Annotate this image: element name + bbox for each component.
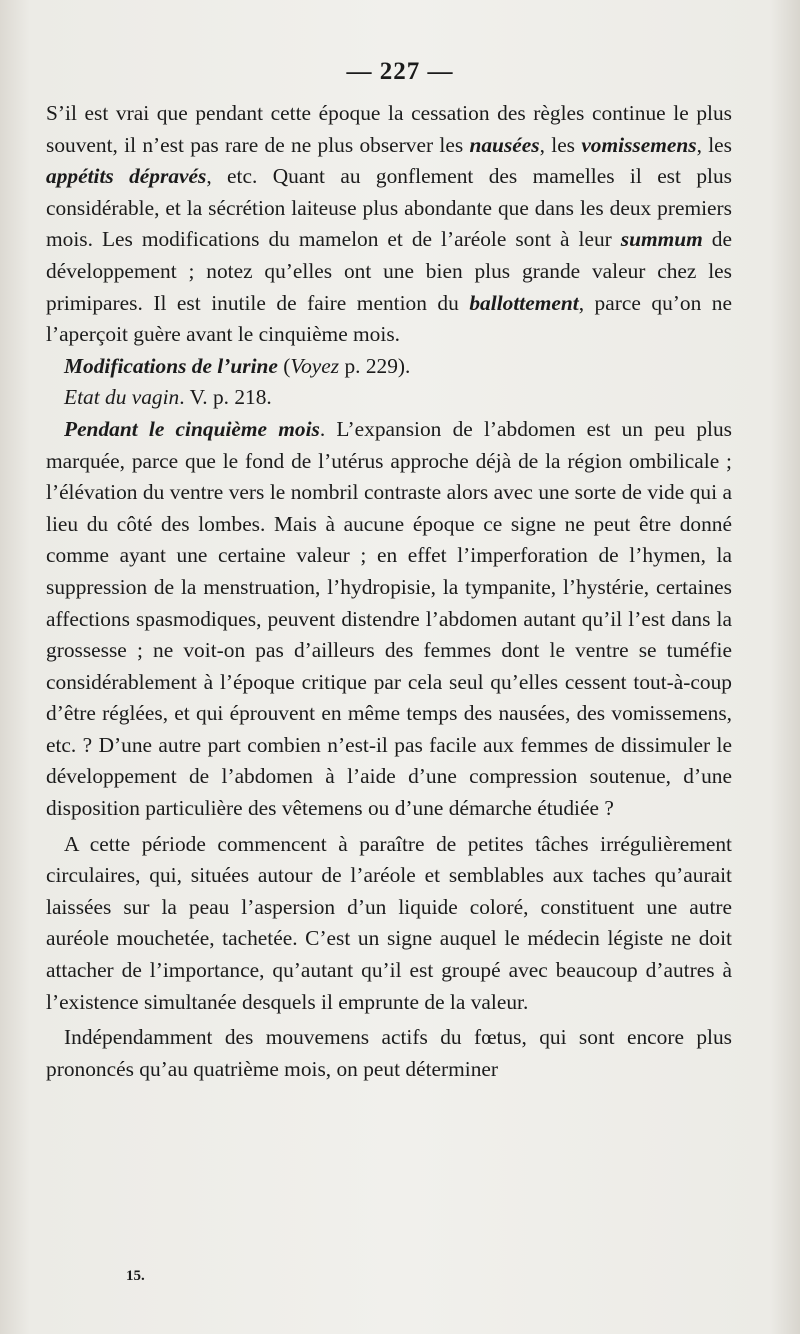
page-number: — 227 —: [346, 58, 454, 85]
signature-mark: 15.: [126, 1268, 145, 1284]
term-appetits: appétits dépravés: [46, 164, 207, 189]
paragraph-3: Etat du vagin. V. p. 218.: [64, 385, 272, 410]
heading-cinquieme-mois: Pendant le cinquième mois: [64, 416, 320, 441]
body-text: [46, 98, 732, 1085]
term-summum: summum: [620, 227, 703, 252]
heading-vagin: Etat du vagin: [64, 385, 180, 410]
term-ballottement: ballottement: [469, 290, 579, 315]
heading-urine: Modifications de l’urine: [64, 353, 278, 378]
paragraph-4: Pendant le cinquième mois. L’expansion de l’abdomen est un peu plus marquée, parce que le fond de l’utérus approche déjà de la région ombilicale ; l’élévation du ventre vers le nombril contraste alors avec une sorte de vide qui a lieu du côté des lombes. Mais à aucune époque ce signe ne peut être donné comme ayant une certaine valeur ; en effet l’imperforation de l’hymen, la suppression de la menstruation, l’hydropisie, la tympanite, l’hystérie, certaines affections spasmodiques, peuvent distendre l’abdomen autant qu’il l’est dans la grossesse ; ne voit-on pas d’ailleurs des femmes dont le ventre se tuméfie considérablement à l’époque critique par cela seul qu’elles cessent tout-à-coup d’être réglées, et qui éprouvent en même temps des nausées, des vomissemens, etc. ? D’une autre part combien n’est-il pas facile aux femmes de dissimuler le développement de l’abdomen à l’aide d’une compression soutenue, d’une disposition particulière des vêtemens ou d’une démarche étudiée ?: [46, 416, 732, 821]
term-nausees: nausées: [469, 132, 540, 157]
paragraph-6: Indépendamment des mouvemens actifs du fœtus, qui sont encore plus prononcés qu’au quatrième mois, on peut déterminer: [46, 1025, 732, 1081]
term-vomissemens: vomissemens: [581, 132, 697, 157]
paragraph-1: S’il est vrai que pendant cette époque la cessation des règles continue le plus souvent, il n’est pas rare de ne plus observer les nausées, les vomissemens, les appétits dépravés, etc. Quant au gonflement des mamelles il est plus considérable, et la sécrétion laiteuse plus abondante que dans les deux premiers mois. Les modifications du mamelon et de l’aréole sont à leur summum de développement ; notez qu’elles ont une bien plus grande valeur chez les primipares. Il est inutile de faire mention du ballottement, parce qu’on ne l’aperçoit guère avant le cinquième mois.: [46, 101, 732, 347]
paragraph-5: A cette période commencent à paraître de petites tâches irrégulièrement circulaires, qui, situées autour de l’aréole et semblables aux taches qu’aurait laissées sur la peau l’aspersion d’un liquide coloré, constituent une autre auréole mouchetée, tachetée. C’est un signe auquel le médecin légiste ne doit attacher de l’importance, qu’autant qu’il est groupé avec beaucoup d’autres à l’existence simultanée desquels il emprunte de la valeur.: [46, 831, 732, 1014]
paragraph-2: Modifications de l’urine (Voyez p. 229).: [64, 353, 411, 378]
